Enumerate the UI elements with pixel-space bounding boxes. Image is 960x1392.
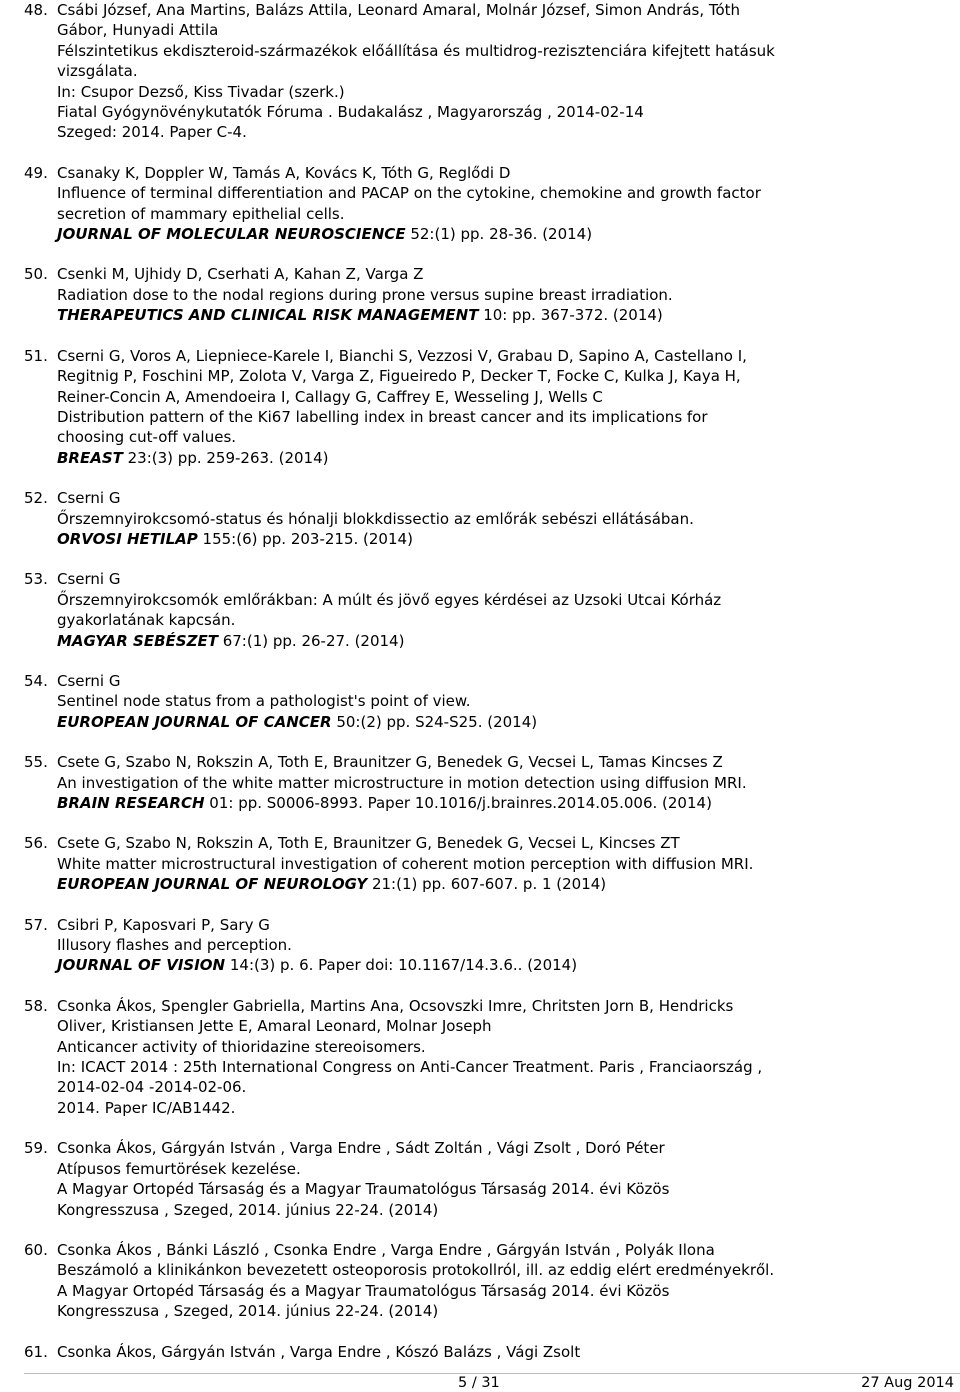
entry-line: Csonka Ákos , Bánki László , Csonka Endre , Varga Endre , Gárgyán István , Polyák Ilona — [57, 1240, 715, 1259]
citation-details: 21:(1) pp. 607-607. p. 1 (2014) — [367, 875, 607, 894]
entry-line: Csenki M, Ujhidy D, Cserhati A, Kahan Z, Varga Z — [57, 265, 424, 284]
publication-entry — [0, 752, 960, 813]
entry-line: Őrszemnyirokcsomó-status és hónalji blokkdissectio az emlőrák sebészi ellátásában. — [57, 509, 694, 528]
citation-details: 50:(2) pp. S24-S25. (2014) — [331, 712, 538, 731]
publication-entry — [0, 671, 960, 732]
citation-details: 67:(1) pp. 26-27. (2014) — [217, 631, 405, 650]
publication-entry — [0, 163, 960, 245]
publication-entry — [0, 569, 960, 651]
entry-line: Cserni G — [57, 671, 121, 690]
entry-number: 61. — [24, 1342, 48, 1361]
entry-line: Beszámoló a klinikánkon bevezetett osteoporosis protokollról, ill. az eddig elért eredményekről. — [57, 1261, 775, 1280]
entry-number: 56. — [24, 834, 48, 853]
entry-line: Oliver, Kristiansen Jette E, Amaral Leonard, Molnar Joseph — [57, 1017, 492, 1036]
entry-line — [57, 631, 960, 651]
entry-line — [57, 529, 960, 549]
entry-line: Regitnig P, Foschini MP, Zolota V, Varga Z, Figueiredo P, Decker T, Focke C, Kulka J, Kaya H, — [57, 367, 741, 386]
entry-number: 58. — [24, 996, 48, 1015]
entry-line: 2014-02-04 -2014-02-06. — [57, 1078, 247, 1097]
entry-line: Csibri P, Kaposvari P, Sary G — [57, 915, 270, 934]
entry-line: A Magyar Ortopéd Társaság és a Magyar Traumatológus Társaság 2014. évi Közös — [57, 1281, 670, 1300]
citation-details: 155:(6) pp. 203-215. (2014) — [197, 529, 413, 548]
page-footer — [0, 1374, 960, 1392]
entry-line: A Magyar Ortopéd Társaság és a Magyar Traumatológus Társaság 2014. évi Közös — [57, 1180, 670, 1199]
entry-number: 53. — [24, 570, 48, 589]
entry-number: 54. — [24, 671, 48, 690]
entry-line — [57, 793, 960, 813]
entry-line: Distribution pattern of the Ki67 labelling index in breast cancer and its implications for — [57, 407, 708, 426]
entry-line: 2014. Paper IC/AB1442. — [57, 1098, 236, 1117]
print-date: 27 Aug 2014 — [861, 1375, 954, 1391]
entry-line: White matter microstructural investigation of coherent motion perception with diffusion MRI. — [57, 854, 754, 873]
publication-entry — [0, 1138, 960, 1220]
journal-title: EUROPEAN JOURNAL OF CANCER — [57, 712, 332, 731]
entry-line: Fiatal Gyógynövénykutatók Fóruma . Budakalász , Magyarország , 2014-02-14 — [57, 103, 644, 122]
citation-details: 10: pp. 367-372. (2014) — [478, 306, 663, 325]
entry-line: Cserni G — [57, 570, 121, 589]
publication-entry — [0, 264, 960, 325]
entry-line: An investigation of the white matter microstructure in motion detection using diffusion MRI. — [57, 773, 747, 792]
entry-line: Csanaky K, Doppler W, Tamás A, Kovács K, Tóth G, Reglődi D — [57, 163, 511, 182]
publication-entry — [0, 1240, 960, 1322]
citation-details: 01: pp. S0006-8993. Paper 10.1016/j.brainres.2014.05.006. (2014) — [204, 794, 712, 812]
citation-details: 14:(3) p. 6. Paper doi: 10.1167/14.3.6.. (2014) — [225, 956, 578, 975]
entry-line: Csonka Ákos, Gárgyán István , Varga Endre , Kószó Balázs , Vági Zsolt — [57, 1342, 581, 1361]
entry-line: Csonka Ákos, Spengler Gabriella, Martins Ana, Ocsovszki Imre, Chritsten Jorn B, Hendricks — [57, 996, 734, 1015]
publication-entry — [0, 1342, 960, 1362]
journal-title: MAGYAR SEBÉSZET — [57, 631, 218, 650]
citation-details: 52:(1) pp. 28-36. (2014) — [405, 225, 593, 244]
entry-line: Atípusos femurtörések kezelése. — [57, 1159, 301, 1178]
journal-title: JOURNAL OF VISION — [57, 956, 226, 975]
entry-number: 60. — [24, 1240, 48, 1259]
page-number: 5 / 31 — [458, 1375, 500, 1391]
publication-entry — [0, 346, 960, 468]
entry-number: 59. — [24, 1139, 48, 1158]
entry-line: Sentinel node status from a pathologist's point of view. — [57, 692, 471, 711]
entry-line: Reiner-Concin A, Amendoeira I, Callagy G, Caffrey E, Wesseling J, Wells C — [57, 387, 603, 406]
entry-line — [57, 712, 960, 732]
entry-number: 55. — [24, 753, 48, 772]
journal-title: THERAPEUTICS AND CLINICAL RISK MANAGEMENT — [57, 306, 479, 325]
entry-number: 51. — [24, 346, 48, 365]
entry-line: choosing cut-off values. — [57, 428, 237, 447]
publication-entry — [0, 915, 960, 976]
journal-title: JOURNAL OF MOLECULAR NEUROSCIENCE — [57, 225, 406, 244]
entry-line: Szeged: 2014. Paper C-4. — [57, 123, 247, 142]
entry-line: Illusory flashes and perception. — [57, 936, 292, 955]
journal-title: BRAIN RESEARCH — [57, 794, 205, 812]
entry-line: Radiation dose to the nodal regions during prone versus supine breast irradiation. — [57, 285, 673, 304]
entry-line: In: ICACT 2014 : 25th International Congress on Anti-Cancer Treatment. Paris , Franciaország , — [57, 1058, 763, 1077]
journal-title: ORVOSI HETILAP — [57, 529, 198, 548]
entry-line — [57, 874, 960, 894]
entry-number: 50. — [24, 265, 48, 284]
entry-line: Csábi József, Ana Martins, Balázs Attila, Leonard Amaral, Molnár József, Simon András, Tóth — [57, 1, 741, 19]
entry-line: secretion of mammary epithelial cells. — [57, 204, 345, 223]
entry-line: Csonka Ákos, Gárgyán István , Varga Endre , Sádt Zoltán , Vági Zsolt , Doró Péter — [57, 1139, 665, 1158]
entry-number: 48. — [24, 1, 48, 19]
journal-title: BREAST — [57, 448, 123, 467]
entry-line — [57, 448, 960, 468]
entry-line: Kongresszusa , Szeged, 2014. június 22-24. (2014) — [57, 1200, 439, 1219]
entry-line: Csete G, Szabo N, Rokszin A, Toth E, Braunitzer G, Benedek G, Vecsei L, Tamas Kincses Z — [57, 753, 723, 772]
entry-line — [57, 955, 960, 975]
entry-number: 49. — [24, 163, 48, 182]
entry-line: Cserni G — [57, 489, 121, 508]
entry-line: Félszintetikus ekdiszteroid-származékok előállítása és multidrog-rezisztenciára kifejtett hatásuk — [57, 41, 775, 60]
publication-entry — [0, 996, 960, 1118]
publication-entry — [0, 833, 960, 894]
entry-line: Gábor, Hunyadi Attila — [57, 21, 219, 40]
entry-line: In: Csupor Dezső, Kiss Tivadar (szerk.) — [57, 82, 345, 101]
publication-entry — [0, 488, 960, 549]
citation-details: 23:(3) pp. 259-263. (2014) — [122, 448, 329, 467]
entry-line: Anticancer activity of thioridazine stereoisomers. — [57, 1037, 426, 1056]
entry-line — [57, 224, 960, 244]
entry-line — [57, 305, 960, 325]
entry-number: 57. — [24, 915, 48, 934]
entry-line: Kongresszusa , Szeged, 2014. június 22-24. (2014) — [57, 1302, 439, 1321]
journal-title: EUROPEAN JOURNAL OF NEUROLOGY — [57, 875, 368, 894]
entry-line: Csete G, Szabo N, Rokszin A, Toth E, Braunitzer G, Benedek G, Vecsei L, Kincses ZT — [57, 834, 680, 853]
entry-line: gyakorlatának kapcsán. — [57, 611, 236, 630]
entry-line: Őrszemnyirokcsomók emlőrákban: A múlt és jövő egyes kérdései az Uzsoki Utcai Kórház — [57, 590, 722, 609]
entry-line: vizsgálata. — [57, 62, 138, 81]
entry-line: Cserni G, Voros A, Liepniece-Karele I, Bianchi S, Vezzosi V, Grabau D, Sapino A, Castellano I, — [57, 346, 747, 365]
entry-line: Influence of terminal differentiation and PACAP on the cytokine, chemokine and growth factor — [57, 184, 761, 203]
entry-number: 52. — [24, 489, 48, 508]
publication-entry — [0, 0, 960, 143]
